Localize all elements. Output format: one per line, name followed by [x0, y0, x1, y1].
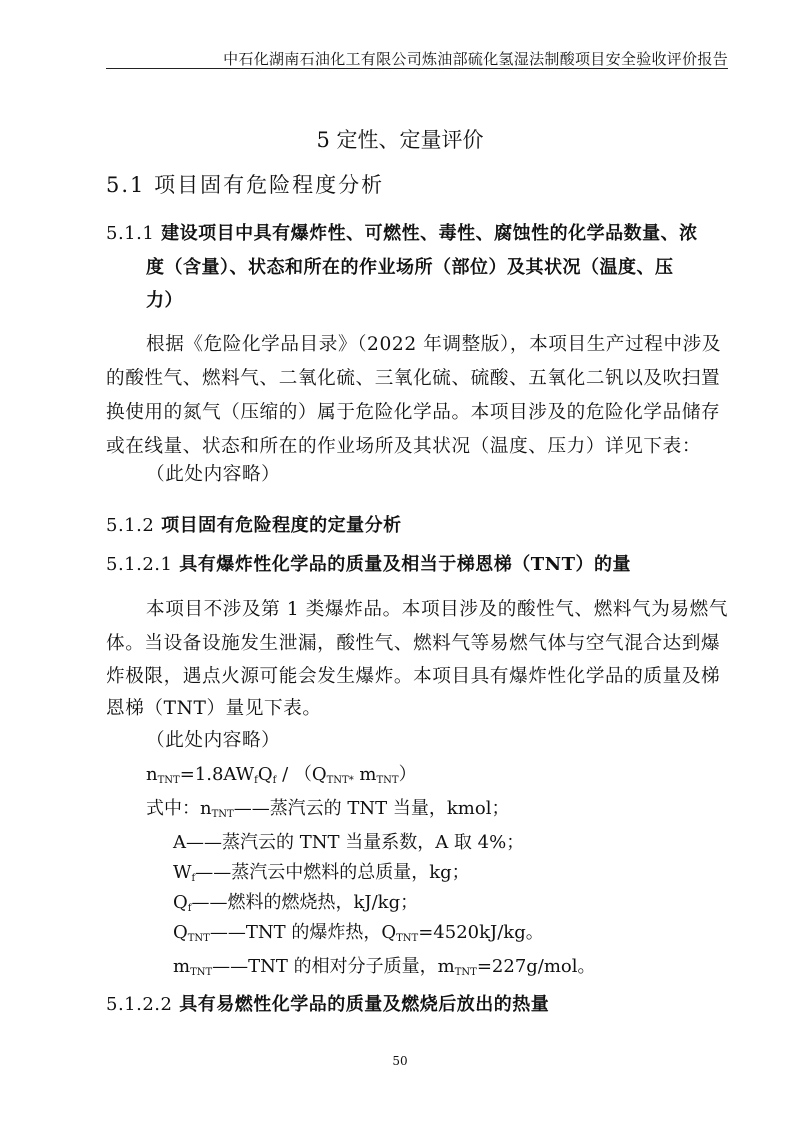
formula-part: =227g/mol。: [476, 956, 596, 977]
tnt-formula: [146, 760, 417, 786]
paragraph-line: 的酸性气、燃料气、二氧化硫、三氧化硫、硫酸、五氧化二钒以及吹扫置: [106, 368, 721, 389]
formula-part: m: [173, 956, 191, 977]
formula-part: ——燃料的燃烧热，kJ/kg；: [191, 892, 419, 913]
formula-subscript: TNT: [157, 775, 180, 786]
formula-subscript: TNT*: [326, 775, 354, 786]
section-5-1-2-heading: [106, 511, 402, 537]
formula-subscript: f: [187, 903, 192, 914]
paragraph-line: 体。当设备设施发生泄漏，酸性气、燃料气等易燃气体与空气混合达到爆: [106, 633, 721, 654]
formula-part: ——TNT 的爆炸热，Q: [209, 922, 397, 943]
formula-subscript: f: [191, 873, 196, 884]
section-5-1-heading: 5.1 项目固有危险程度分析: [106, 173, 385, 197]
header-divider: [106, 68, 728, 69]
formula-definition-n: [146, 794, 509, 820]
paragraph-line: 或在线量、状态和所在的作业场所及其状况（温度、压力）详见下表：: [106, 436, 702, 457]
formula-definition-mtnt: [173, 952, 596, 978]
formula-subscript: f: [272, 775, 277, 786]
header-title: 中石化湖南石油化工有限公司炼油部硫化氢湿法制酸项目安全验收评价报告: [223, 50, 728, 68]
omitted-note: （此处内容略）: [146, 464, 281, 485]
formula-part: Q: [257, 764, 273, 785]
formula-subscript: TNT: [211, 809, 234, 820]
formula-part: ——蒸汽云中燃料的总质量，kg；: [195, 862, 470, 883]
section-5-1-1-heading: [106, 219, 698, 245]
formula-definition-qtnt: [173, 918, 544, 944]
formula-part: =1.8AW: [179, 764, 255, 785]
formula-part: ——TNT 的相对分子质量，m: [212, 956, 455, 977]
formula-subscript: TNT: [190, 967, 213, 978]
formula-subscript: f: [254, 775, 258, 786]
paragraph-line: 本项目不涉及第 1 类爆炸品。本项目涉及的酸性气、燃料气为易燃气: [146, 599, 729, 620]
section-5-1-2-2-heading: [106, 990, 549, 1016]
chapter-title: 5 定性、定量评价: [316, 128, 484, 152]
paragraph-line: 根据《危险化学品目录》（2022 年调整版），本项目生产过程中涉及: [146, 334, 722, 355]
section-5-1-1-heading-cont: 度（含量）、状态和所在的作业场所（部位）及其状况（温度、压: [146, 257, 674, 278]
omitted-note: （此处内容略）: [146, 730, 281, 751]
formula-part: 式中：n: [146, 798, 212, 819]
formula-subscript: TNT: [454, 967, 477, 978]
paragraph-line: 换使用的氮气（压缩的）属于危险化学品。本项目涉及的危险化学品储存: [106, 402, 721, 423]
section-5-1-1-heading-end: 力）: [146, 290, 183, 311]
formula-part: n: [146, 764, 158, 785]
section-title-line: 建设项目中具有爆炸性、可燃性、毒性、腐蚀性的化学品数量、浓: [161, 223, 698, 244]
formula-definition-q: [173, 888, 418, 914]
page-number: 50: [392, 1054, 408, 1068]
section-number: 5.1.2: [106, 515, 155, 536]
section-title: 具有爆炸性化学品的质量及相当于梯恩梯（TNT）的量: [179, 554, 632, 575]
section-number: 5.1.1: [106, 223, 155, 244]
section-title: 具有易燃性化学品的质量及燃烧后放出的热量: [179, 994, 550, 1015]
section-number: 5.1.2.2: [106, 994, 173, 1015]
formula-subscript: TNT: [187, 933, 210, 944]
paragraph-line: 恩梯（TNT）量见下表。: [106, 698, 322, 719]
formula-part: / （Q: [276, 764, 327, 785]
formula-part: ——蒸汽云的 TNT 当量，kmol；: [233, 798, 510, 819]
formula-definition-a: A——蒸汽云的 TNT 当量系数，A 取 4%；: [173, 832, 525, 853]
formula-part: W: [173, 862, 192, 883]
section-5-1-2-1-heading: [106, 550, 631, 576]
section-number: 5.1.2.1: [106, 554, 173, 575]
formula-part: =4520kJ/kg。: [418, 922, 544, 943]
formula-definition-w: [173, 858, 470, 884]
section-title: 项目固有危险程度的定量分析: [161, 515, 402, 536]
formula-subscript: TNT: [376, 775, 399, 786]
formula-part: Q: [173, 922, 188, 943]
formula-subscript: TNT: [396, 933, 419, 944]
formula-part: Q: [173, 892, 188, 913]
formula-part: m: [353, 764, 377, 785]
paragraph-line: 炸极限，遇点火源可能会发生爆炸。本项目具有爆炸性化学品的质量及梯: [106, 666, 721, 687]
formula-part: ）: [398, 764, 417, 785]
